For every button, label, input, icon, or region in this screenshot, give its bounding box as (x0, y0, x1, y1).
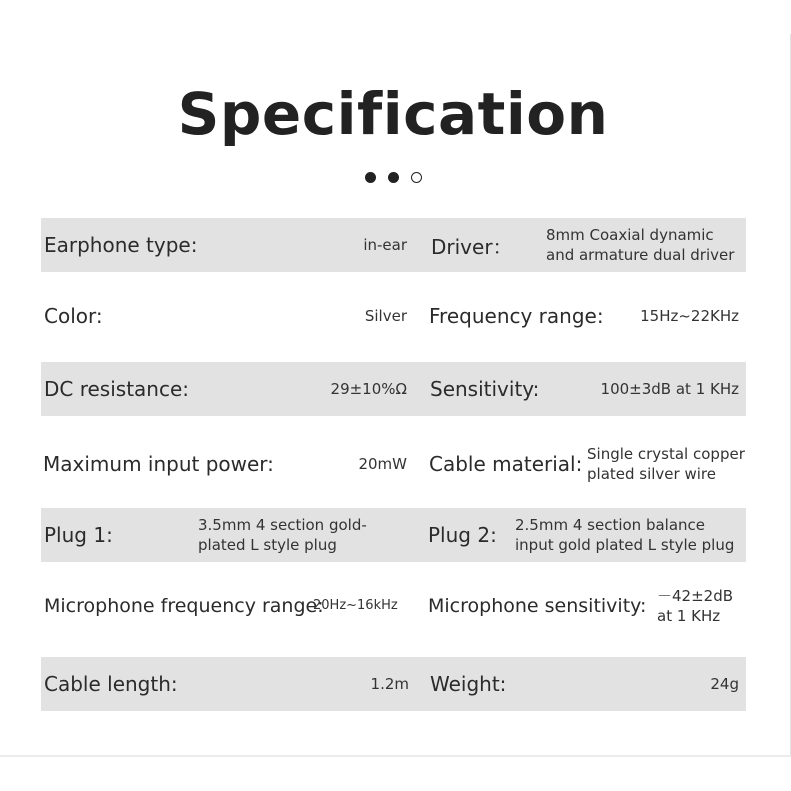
spec-value: 20mW (358, 455, 407, 473)
spec-row (41, 508, 746, 562)
spec-row (41, 579, 746, 633)
spec-value: 20Hz~16kHz (313, 598, 398, 613)
spec-label: Frequency range: (429, 304, 604, 328)
page-title: Specification (177, 80, 609, 148)
spec-label: Cable material: (429, 452, 583, 476)
page-border-bottom (0, 755, 791, 757)
spec-value: 29±10%Ω (330, 380, 407, 398)
spec-value: 1.2m (370, 675, 409, 693)
pager-dot-1[interactable] (365, 172, 376, 183)
spec-label: Plug 1: (44, 523, 113, 547)
pager-dots (0, 172, 786, 183)
spec-label: Microphone sensitivity: (428, 595, 647, 617)
spec-value: 8mm Coaxial dynamic and armature dual driver (546, 226, 735, 264)
spec-value: 24g (710, 675, 739, 693)
spec-value: 3.5mm 4 section gold-plated L style plug (198, 516, 367, 554)
spec-row (41, 437, 746, 491)
spec-value: －42±2dB at 1 KHz (657, 587, 734, 625)
spec-label: Maximum input power: (43, 452, 274, 476)
spec-value: Single crystal copper plated silver wire (587, 445, 745, 483)
spec-row (41, 218, 746, 272)
spec-row (41, 657, 746, 711)
pager-dot-3[interactable] (411, 172, 422, 183)
pager-dot-2[interactable] (388, 172, 399, 183)
spec-label: DC resistance: (44, 377, 190, 401)
spec-label: Earphone type: (44, 233, 198, 257)
spec-label: Driver： (431, 234, 513, 259)
spec-value: in-ear (363, 236, 407, 254)
spec-label: Microphone frequency range: (44, 595, 324, 617)
spec-value: 2.5mm 4 section balance input gold plated L style plug (515, 516, 735, 554)
spec-label: Color: (44, 304, 103, 328)
spec-label: Weight: (430, 672, 507, 696)
spec-label: Plug 2: (428, 523, 497, 547)
spec-row (41, 289, 746, 343)
spec-value: Silver (364, 307, 407, 325)
spec-row (41, 362, 746, 416)
spec-label: Sensitivity: (430, 377, 540, 401)
spec-value: 100±3dB at 1 KHz (600, 380, 739, 398)
spec-label: Cable length: (44, 672, 178, 696)
spec-value: 15Hz~22KHz (640, 307, 739, 325)
